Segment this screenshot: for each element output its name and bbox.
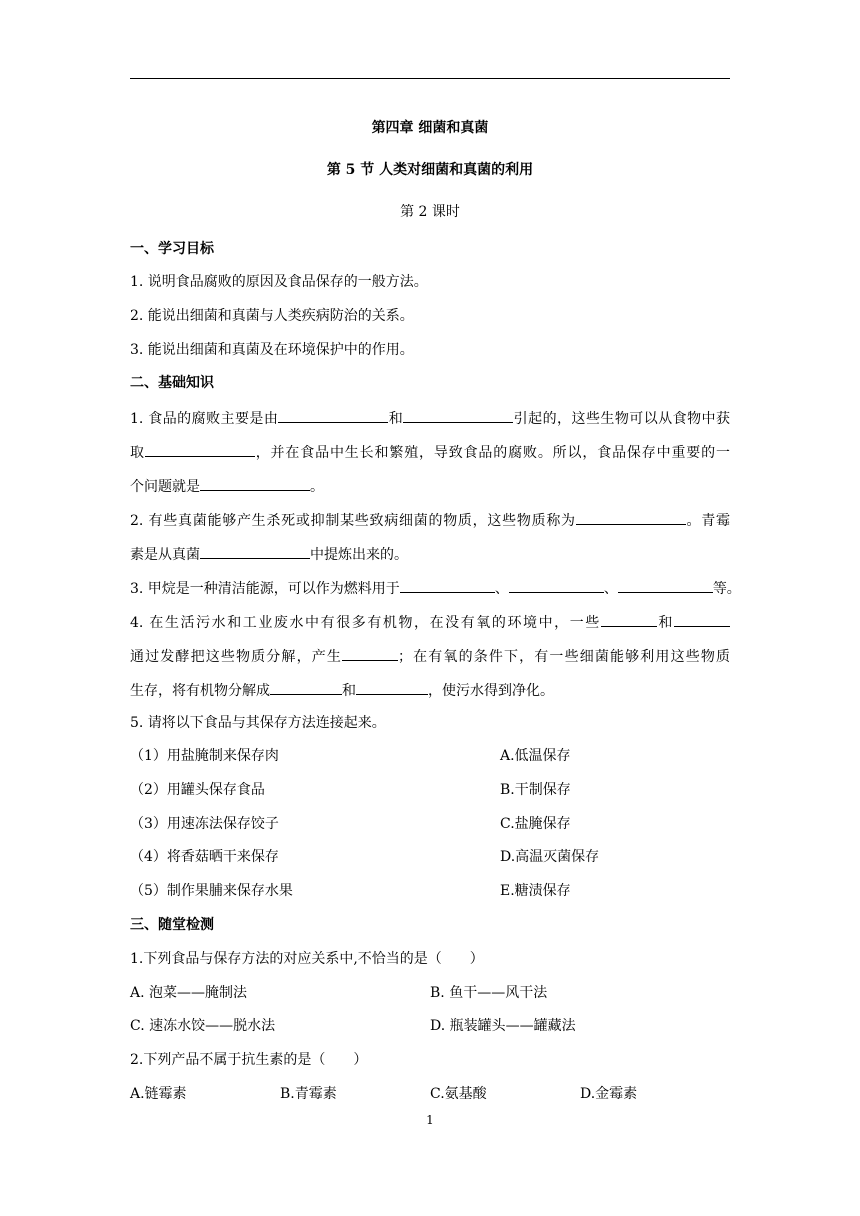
answer-blank[interactable] [618,577,713,593]
answer-blank[interactable] [576,509,686,525]
answer-blank[interactable] [356,679,428,695]
mc-option-c[interactable]: C.氨基酸 [430,1086,487,1102]
q4-line2: 通过发酵把这些物质分解，产生 ；在有氧的条件下，有一些细菌能够利用这些物质 [130,645,730,667]
match-method-item[interactable]: A.低温保存 [500,748,571,764]
heading-basic-knowledge: 二、基础知识 [130,375,214,391]
q4-line3: 生存，将有机物分解成 和 ，使污水得到净化。 [130,679,730,701]
q2-line1: 2. 有些真菌能够产生杀死或抑制某些致病细菌的物质，这些物质称为 。青霉 [130,509,730,531]
q1-line2: 取 ，并在食品中生长和繁殖，导致食品的腐败。所以，食品保存中重要的一 [130,441,730,463]
answer-blank[interactable] [674,611,730,627]
section-title: 第 5 节 人类对细菌和真菌的利用 [326,162,534,178]
match-method-item[interactable]: D.高温灭菌保存 [500,849,600,865]
mc-option-d[interactable]: D.金霉素 [580,1086,638,1102]
mc-option-c[interactable]: C. 速冻水饺——脱水法 [130,1018,276,1034]
q5-intro: 5. 请将以下食品与其保存方法连接起来。 [130,715,386,731]
mc-option-b[interactable]: B. 鱼干——风干法 [430,985,548,1001]
answer-blank[interactable] [145,441,255,457]
chapter-title: 第四章 细菌和真菌 [371,120,489,136]
q1-line3: 个问题就是 。 [130,475,730,497]
mc-option-b[interactable]: B.青霉素 [280,1086,337,1102]
answer-blank[interactable] [270,679,342,695]
match-method-item[interactable]: E.糖渍保存 [500,883,571,899]
answer-blank[interactable] [601,611,657,627]
page-number: 1 [426,1113,434,1127]
answer-blank[interactable] [278,407,388,423]
mc-option-d[interactable]: D. 瓶装罐头——罐藏法 [430,1018,576,1034]
lesson-title: 第 2 课时 [400,204,460,220]
mc-option-a[interactable]: A.链霉素 [130,1086,187,1102]
answer-blank[interactable] [200,543,310,559]
mc-option-a[interactable]: A. 泡菜——腌制法 [130,985,248,1001]
match-method-item[interactable]: C.盐腌保存 [500,816,571,832]
match-food-item[interactable]: （1）用盐腌制来保存肉 [130,748,279,764]
header-rule [130,78,730,79]
answer-blank[interactable] [403,407,513,423]
match-food-item[interactable]: （3）用速冻法保存饺子 [130,816,279,832]
match-food-item[interactable]: （4）将香菇晒干来保存 [130,849,279,865]
q4-line1: 4. 在生活污水和工业废水中有很多有机物，在没有氧的环境中，一些 和 [130,611,730,633]
match-food-item[interactable]: （2）用罐头保存食品 [130,782,265,798]
mc-question-stem: 2.下列产品不属于抗生素的是（ ） [130,1052,368,1068]
answer-blank[interactable] [400,577,495,593]
goal-item: 3. 能说出细菌和真菌及在环境保护中的作用。 [130,342,414,358]
goal-item: 2. 能说出细菌和真菌与人类疾病防治的关系。 [130,308,414,324]
goal-item: 1. 说明食品腐败的原因及食品保存的一般方法。 [130,274,428,290]
q3-line: 3. 甲烷是一种清洁能源，可以作为燃料用于 、 、 等。 [130,577,730,599]
mc-question-stem: 1.下列食品与保存方法的对应关系中,不恰当的是（ ） [130,951,484,967]
match-food-item[interactable]: （5）制作果脯来保存水果 [130,883,293,899]
answer-blank[interactable] [509,577,604,593]
heading-learning-goals: 一、学习目标 [130,241,214,257]
q2-line2: 素是从真菌 中提炼出来的。 [130,543,730,565]
answer-blank[interactable] [342,645,398,661]
answer-blank[interactable] [200,475,310,491]
match-method-item[interactable]: B.干制保存 [500,782,571,798]
heading-classroom-test: 三、随堂检测 [130,917,214,933]
q1-line1: 1. 食品的腐败主要是由 和 引起的，这些生物可以从食物中获 [130,407,730,429]
